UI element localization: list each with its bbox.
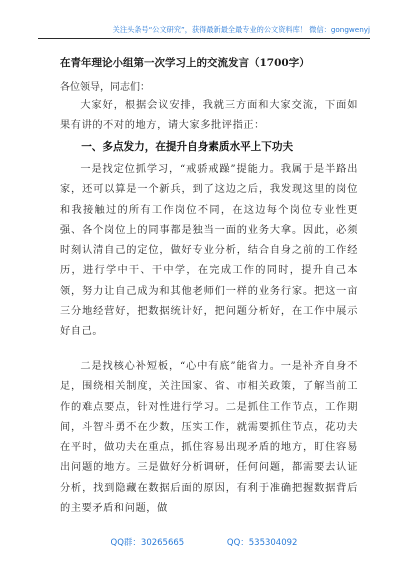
body-paragraph-2: 二是找核心补短板，“心中有底”能省力。一是补齐自身不足，围绕相关制度，关注国家、省、市相关政策，了解当前工作的难点要点，针对性进行学习。二是抓住工作节点，工作期间，斗智斗勇不在少数，压实工作，就需要抓住节点，花功夫在平时，做功夫在重点，抓住容易出现矛盾的地方，盯住容易出问题的地方。三是做好分析调研，任何问题，都需要去认证分析，找到隐藏在数据后面的原因，有利于准确把握数据背后的主要矛盾和问题，做 [60,361,358,515]
header-banner: 关注头条号“公文研究”，获得最新最全最专业的公文资料库！ 微信：gongwenyj [112,25,370,34]
section-heading: 一、多点发力，在提升自身素质水平上下功夫 [81,141,294,153]
header-divider [38,38,370,39]
greeting: 各位领导，同志们： [60,82,150,93]
intro-paragraph: 大家好，根据会议安排，我就三方面和大家交流，下面如果有讲的不对的地方，请大家多批评指正： [60,100,358,132]
footer-qq: QQ：535304092 [226,538,298,548]
document-title: 在青年理论小组第一次学习上的交流发言（1700字） [60,57,310,69]
footer-qq-group: QQ群：30265665 [110,538,185,548]
body-paragraph-1: 一是找定位抓学习，“戒骄戒躁”提能力。我属于是半路出家，还可以算是一个新兵，到了这边之后，我发现这里的岗位和我接触过的所有工作岗位不同，在这边每个岗位专业性更强、各个岗位上的同事都是独当一面的业务大拿。因此，必须时刻认清自己的定位，做好专业分析，结合自身之前的工作经历，进行学中干、干中学，在完成工作的同时，提升自己本领，努力让自己成为和其他老师们一样的业务行家。把这一亩三分地经营好，把数据统计好，把问题分析好，在工作中展示好自己。 [60,164,358,338]
footer-contact [38,536,370,548]
